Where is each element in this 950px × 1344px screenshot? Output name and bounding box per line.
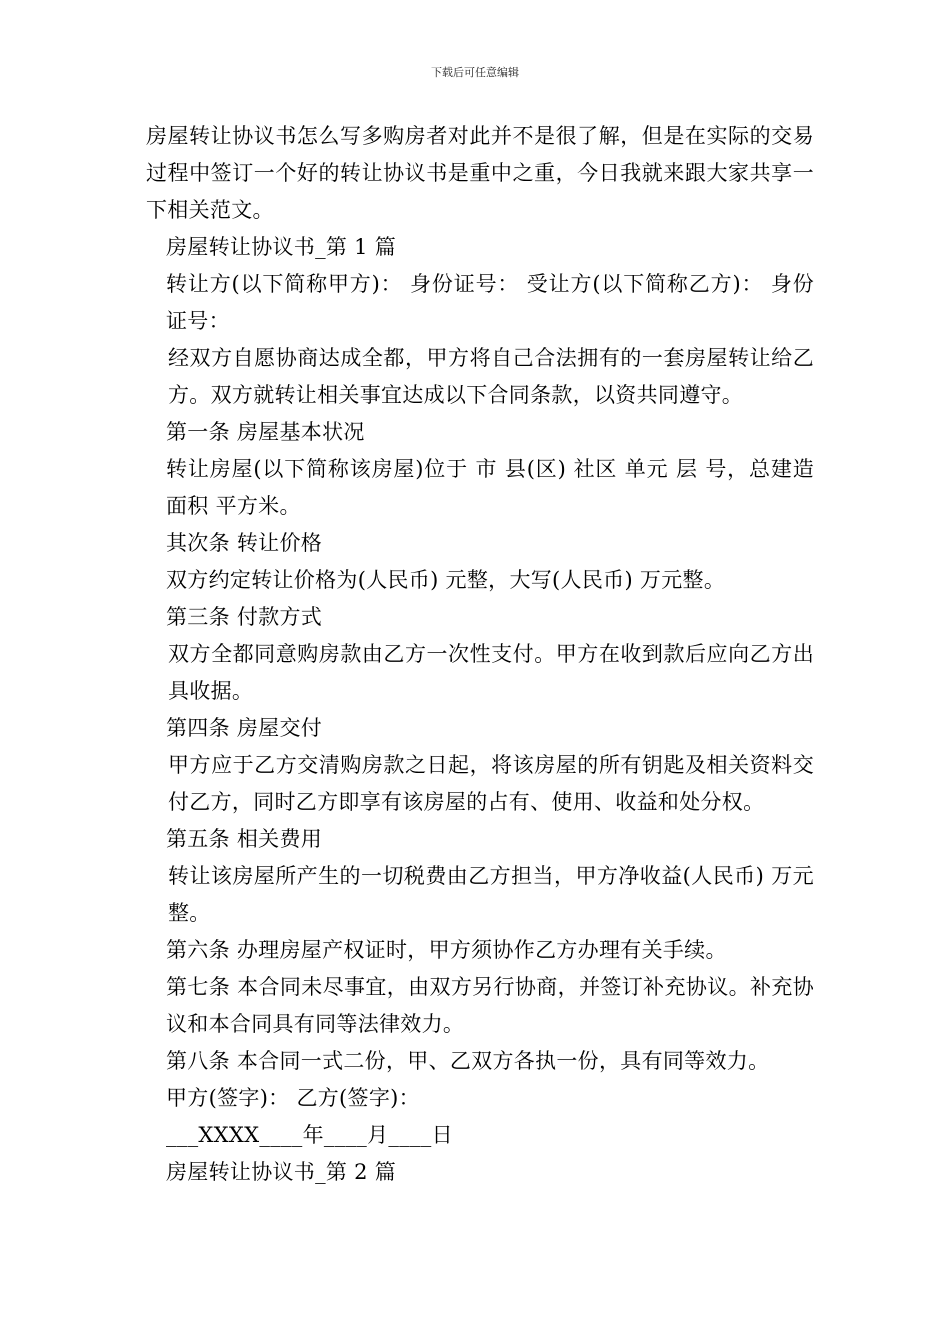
article-4-body: 甲方应于乙方交清购房款之日起，将该房屋的所有钥匙及相关资料交付乙方，同时乙方即享有该房屋的占有、使用、收益和处分权。 <box>168 753 814 814</box>
document-body <box>146 118 814 1191</box>
section-title-2: 房屋转让协议书_第 2 篇 <box>166 1160 397 1184</box>
section-title-1: 房屋转让协议书_第 1 篇 <box>166 235 397 259</box>
article-8: 第八条 本合同一式二份，甲、乙双方各执一份，具有同等效力。 <box>166 1049 770 1073</box>
article-6: 第六条 办理房屋产权证时，甲方须协作乙方办理有关手续。 <box>166 938 727 962</box>
agreement-paragraph: 经双方自愿协商达成全都，甲方将自己合法拥有的一套房屋转让给乙方。双方就转让相关事宜达成以下合同条款，以资共同遵守。 <box>168 346 814 407</box>
date-line: ___XXXX____年____月____日 <box>166 1123 453 1147</box>
article-5-body: 转让该房屋所产生的一切税费由乙方担当，甲方净收益(人民币) 万元整。 <box>168 864 814 925</box>
article-2-body: 双方约定转让价格为(人民币) 元整，大写(人民币) 万元整。 <box>166 568 726 592</box>
article-1-heading: 第一条 房屋基本状况 <box>166 420 365 444</box>
page-header: 下载后可任意编辑 <box>431 66 519 79</box>
article-2-heading: 其次条 转让价格 <box>166 531 323 555</box>
article-3-body: 双方全都同意购房款由乙方一次性支付。甲方在收到款后应向乙方出具收据。 <box>168 642 814 703</box>
article-7: 第七条 本合同未尽事宜，由双方另行协商，并签订补充协议。补充协议和本合同具有同等法律效力。 <box>166 975 814 1036</box>
signature-line: 甲方(签字)： 乙方(签字)： <box>166 1086 420 1110</box>
parties-line: 转让方(以下简称甲方)： 身份证号： 受让方(以下简称乙方)： 身份证号： <box>166 272 814 333</box>
article-4-heading: 第四条 房屋交付 <box>166 716 323 740</box>
article-5-heading: 第五条 相关费用 <box>166 827 323 851</box>
intro-paragraph: 房屋转让协议书怎么写多购房者对此并不是很了解，但是在实际的交易过程中签订一个好的转让协议书是重中之重，今日我就来跟大家共享一下相关范文。 <box>146 124 814 222</box>
article-1-body: 转让房屋(以下简称该房屋)位于 市 县(区) 社区 单元 层 号，总建造面积 平方米。 <box>166 457 814 518</box>
article-3-heading: 第三条 付款方式 <box>166 605 323 629</box>
